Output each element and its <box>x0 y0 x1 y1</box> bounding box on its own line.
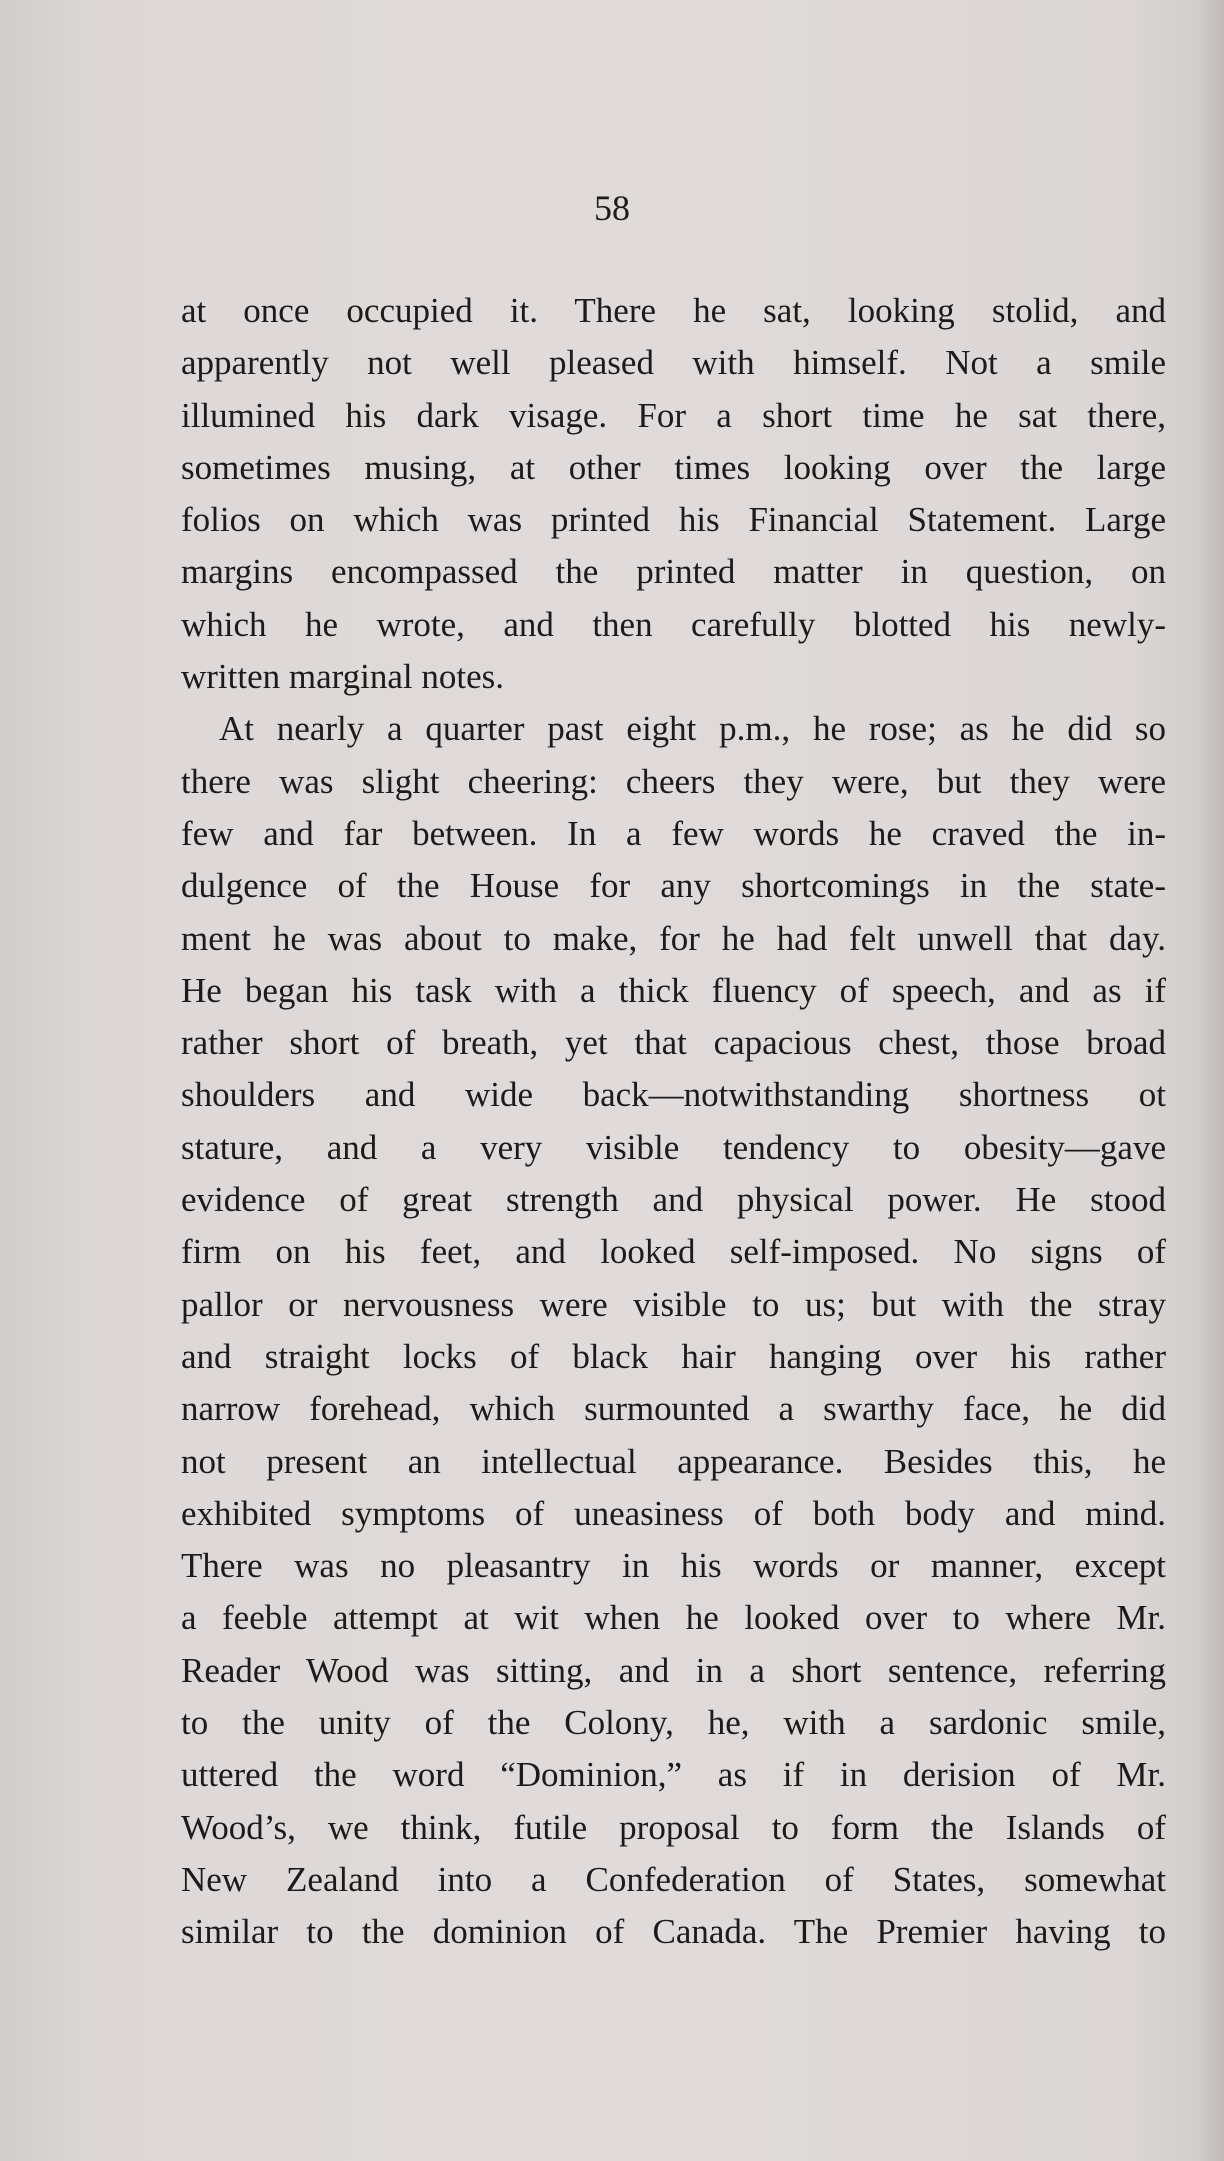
text-line: there was slight cheering: cheers they were, but they were <box>181 761 1166 801</box>
text-line: few and far between. In a few words he craved the in- <box>181 813 1166 853</box>
text-line: stature, and a very visible tendency to obesity—gave <box>181 1127 1166 1167</box>
page-number: 58 <box>594 188 630 228</box>
paragraph-start-line: At nearly a quarter past eight p.m., he rose; as he did so <box>219 709 1166 749</box>
text-line: illumined his dark visage. For a short time he sat there, <box>181 395 1166 435</box>
text-line: firm on his feet, and looked self-imposed. No signs of <box>181 1232 1166 1272</box>
paragraph-end-line: written marginal notes. <box>181 657 505 697</box>
text-line: narrow forehead, which surmounted a swarthy face, he did <box>181 1389 1166 1429</box>
text-line: folios on which was printed his Financial Statement. Large <box>181 500 1166 540</box>
text-line: similar to the dominion of Canada. The Premier having to <box>181 1912 1166 1952</box>
text-line: a feeble attempt at wit when he looked over to where Mr. <box>181 1598 1166 1638</box>
text-line: margins encompassed the printed matter in question, on <box>181 552 1166 592</box>
text-line: pallor or nervousness were visible to us; but with the stray <box>181 1284 1166 1324</box>
text-line: not present an intellectual appearance. Besides this, he <box>181 1441 1166 1481</box>
text-line: apparently not well pleased with himself. Not a smile <box>181 343 1166 383</box>
text-line: sometimes musing, at other times looking over the large <box>181 447 1166 487</box>
text-line: There was no pleasantry in his words or manner, except <box>181 1546 1166 1586</box>
text-line: Reader Wood was sitting, and in a short sentence, referring <box>181 1650 1166 1690</box>
text-line: rather short of breath, yet that capacious chest, those broad <box>181 1023 1166 1063</box>
text-line: ment he was about to make, for he had felt unwell that day. <box>181 918 1166 958</box>
text-line: which he wrote, and then carefully blotted his newly- <box>181 604 1166 644</box>
body-text <box>181 285 1166 1959</box>
text-line: and straight locks of black hair hanging over his rather <box>181 1336 1166 1376</box>
text-line: exhibited symptoms of uneasiness of both body and mind. <box>181 1493 1166 1533</box>
text-line: to the unity of the Colony, he, with a sardonic smile, <box>181 1703 1166 1743</box>
text-line: Wood’s, we think, futile proposal to form the Islands of <box>181 1807 1166 1847</box>
text-line: shoulders and wide back—notwithstanding shortness ot <box>181 1075 1166 1115</box>
text-line: evidence of great strength and physical power. He stood <box>181 1180 1166 1220</box>
text-line: He began his task with a thick fluency of speech, and as if <box>181 970 1166 1010</box>
text-line: at once occupied it. There he sat, looking stolid, and <box>181 291 1166 330</box>
text-line: uttered the word “Dominion,” as if in derision of Mr. <box>181 1755 1166 1795</box>
text-line: New Zealand into a Confederation of States, somewhat <box>181 1859 1166 1899</box>
text-line: dulgence of the House for any shortcomings in the state- <box>181 866 1166 906</box>
